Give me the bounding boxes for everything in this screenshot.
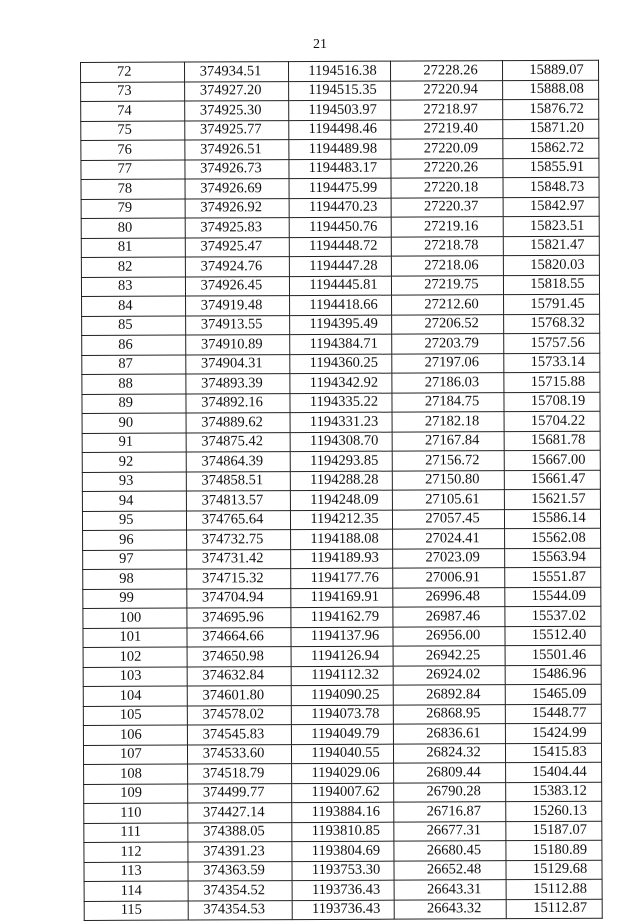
cell-coord-y: 1193736.43 [292, 900, 394, 920]
cell-point-number: 108 [84, 764, 188, 784]
cell-coord-local-x: 26956.00 [393, 626, 505, 646]
table-row [81, 216, 599, 238]
cell-point-number: 96 [83, 530, 187, 550]
cell-coord-local-y: 15842.97 [503, 197, 599, 217]
cell-coord-x: 374518.79 [188, 764, 292, 784]
table-row [84, 782, 602, 804]
cell-coord-local-x: 26942.25 [393, 646, 505, 666]
cell-coord-local-x: 26643.31 [394, 880, 506, 900]
cell-coord-y: 1194483.17 [289, 159, 391, 179]
cell-coord-x: 374650.98 [187, 647, 291, 667]
table-row [83, 704, 601, 726]
table-row [83, 723, 601, 745]
table-row [82, 372, 600, 394]
table-row [82, 294, 600, 316]
cell-point-number: 92 [82, 452, 186, 472]
cell-coord-local-x: 27220.37 [391, 197, 503, 217]
cell-coord-local-x: 27218.78 [391, 236, 503, 256]
cell-point-number: 95 [82, 511, 186, 531]
cell-coord-x: 374934.51 [185, 62, 289, 82]
cell-point-number: 110 [84, 803, 188, 823]
cell-point-number: 104 [83, 686, 187, 706]
cell-coord-local-x: 27023.09 [393, 548, 505, 568]
cell-coord-x: 374893.39 [186, 374, 290, 394]
cell-coord-x: 374545.83 [187, 725, 291, 745]
cell-coord-x: 374354.52 [188, 881, 292, 901]
cell-coord-x: 374925.83 [185, 218, 289, 238]
cell-coord-local-x: 27184.75 [392, 392, 504, 412]
cell-coord-local-y: 15537.02 [505, 606, 601, 626]
cell-coord-local-x: 27220.26 [391, 158, 503, 178]
cell-coord-x: 374765.64 [186, 510, 290, 530]
cell-point-number: 99 [83, 589, 187, 609]
cell-coord-y: 1194450.76 [289, 217, 391, 237]
cell-coord-y: 1194470.23 [289, 198, 391, 218]
cell-coord-local-x: 27219.16 [391, 217, 503, 237]
cell-point-number: 89 [82, 394, 186, 414]
cell-coord-local-y: 15383.12 [506, 782, 602, 802]
table-row [82, 353, 600, 375]
cell-coord-y: 1194335.22 [290, 393, 392, 413]
cell-coord-x: 374924.76 [185, 257, 289, 277]
cell-point-number: 105 [83, 706, 187, 726]
cell-coord-y: 1193810.85 [292, 822, 394, 842]
table-row [81, 60, 599, 82]
cell-coord-local-x: 26790.28 [394, 782, 506, 802]
cell-coord-y: 1194448.72 [289, 237, 391, 257]
cell-coord-y: 1194489.98 [289, 139, 391, 159]
cell-coord-y: 1193736.43 [292, 880, 394, 900]
cell-point-number: 74 [81, 101, 185, 121]
cell-coord-local-x: 27228.26 [390, 61, 502, 81]
cell-coord-x: 374731.42 [187, 549, 291, 569]
table-row [84, 860, 602, 882]
cell-coord-local-x: 26996.48 [393, 587, 505, 607]
cell-coord-local-y: 15112.88 [506, 879, 602, 899]
cell-coord-local-y: 15112.87 [506, 899, 602, 919]
cell-point-number: 87 [82, 355, 186, 375]
cell-point-number: 75 [81, 121, 185, 141]
cell-coord-x: 374927.20 [185, 81, 289, 101]
cell-coord-local-x: 26924.02 [393, 665, 505, 685]
table-row [83, 567, 601, 589]
table-row [83, 684, 601, 706]
table-row [82, 431, 600, 453]
table-row [84, 899, 602, 921]
cell-coord-y: 1194515.35 [289, 81, 391, 101]
cell-coord-y: 1194418.66 [290, 295, 392, 315]
table-row [83, 743, 601, 765]
cell-point-number: 76 [81, 140, 185, 160]
cell-coord-x: 374533.60 [187, 744, 291, 764]
cell-point-number: 83 [81, 277, 185, 297]
cell-coord-local-x: 27105.61 [392, 490, 504, 510]
cell-coord-x: 374578.02 [187, 705, 291, 725]
cell-coord-y: 1194384.71 [290, 334, 392, 354]
cell-point-number: 73 [81, 82, 185, 102]
cell-coord-x: 374889.62 [186, 413, 290, 433]
cell-coord-local-y: 15855.91 [503, 158, 599, 178]
cell-coord-y: 1194248.09 [290, 490, 392, 510]
table-row [82, 411, 600, 433]
cell-coord-y: 1194395.49 [290, 315, 392, 335]
cell-coord-local-x: 27219.75 [391, 275, 503, 295]
table-row [81, 158, 599, 180]
cell-coord-local-y: 15562.08 [505, 528, 601, 548]
cell-coord-local-y: 15486.96 [505, 665, 601, 685]
cell-coord-local-y: 15260.13 [506, 801, 602, 821]
table-row [81, 177, 599, 199]
cell-coord-local-y: 15404.44 [506, 762, 602, 782]
cell-coord-local-x: 27220.94 [391, 80, 503, 100]
table-row [84, 840, 602, 862]
cell-coord-y: 1193753.30 [292, 861, 394, 881]
table-row [83, 587, 601, 609]
cell-coord-local-y: 15889.07 [502, 60, 598, 80]
table-row [84, 762, 602, 784]
cell-coord-local-x: 26868.95 [393, 704, 505, 724]
table-row [83, 606, 601, 628]
cell-coord-x: 374919.48 [186, 296, 290, 316]
table-row [82, 470, 600, 492]
cell-coord-y: 1194447.28 [289, 256, 391, 276]
table-row [81, 236, 599, 258]
cell-coord-local-x: 27156.72 [392, 451, 504, 471]
cell-coord-local-x: 26652.48 [394, 860, 506, 880]
cell-coord-x: 374910.89 [186, 335, 290, 355]
cell-coord-x: 374499.77 [188, 783, 292, 803]
cell-point-number: 84 [82, 296, 186, 316]
cell-point-number: 114 [84, 881, 188, 901]
table-row [82, 392, 600, 414]
cell-point-number: 94 [82, 491, 186, 511]
cell-coord-y: 1194177.76 [291, 568, 393, 588]
cell-coord-y: 1194293.85 [290, 451, 392, 471]
cell-coord-x: 374864.39 [186, 452, 290, 472]
table-row [81, 80, 599, 102]
cell-coord-x: 374632.84 [187, 666, 291, 686]
cell-coord-local-x: 27186.03 [392, 373, 504, 393]
cell-point-number: 77 [81, 160, 185, 180]
cell-coord-x: 374892.16 [186, 393, 290, 413]
cell-point-number: 86 [82, 335, 186, 355]
cell-coord-local-y: 15681.78 [504, 431, 600, 451]
cell-coord-x: 374704.94 [187, 588, 291, 608]
table-row [83, 548, 601, 570]
cell-coord-y: 1194112.32 [291, 666, 393, 686]
cell-coord-y: 1193884.16 [292, 802, 394, 822]
cell-coord-local-x: 27218.06 [391, 256, 503, 276]
cell-coord-local-y: 15667.00 [504, 450, 600, 470]
cell-coord-local-y: 15791.45 [504, 294, 600, 314]
cell-coord-y: 1194137.96 [291, 627, 393, 647]
cell-coord-x: 374926.92 [185, 198, 289, 218]
cell-point-number: 97 [83, 550, 187, 570]
cell-coord-local-y: 15586.14 [504, 509, 600, 529]
cell-coord-local-y: 15821.47 [503, 236, 599, 256]
cell-coord-y: 1194516.38 [289, 61, 391, 81]
cell-coord-local-y: 15544.09 [505, 587, 601, 607]
cell-coord-local-x: 26824.32 [393, 743, 505, 763]
table-row [81, 119, 599, 141]
cell-coord-local-x: 27167.84 [392, 431, 504, 451]
cell-coord-local-y: 15820.03 [503, 255, 599, 275]
cell-coord-local-x: 27218.97 [391, 100, 503, 120]
cell-coord-local-x: 26680.45 [394, 841, 506, 861]
coordinates-table [80, 60, 603, 921]
cell-coord-y: 1194029.06 [292, 763, 394, 783]
cell-coord-y: 1194090.25 [291, 685, 393, 705]
cell-coord-local-x: 27220.09 [391, 139, 503, 159]
cell-coord-local-x: 27212.60 [392, 295, 504, 315]
cell-coord-x: 374858.51 [186, 471, 290, 491]
cell-coord-local-y: 15129.68 [506, 860, 602, 880]
cell-coord-local-y: 15876.72 [503, 99, 599, 119]
cell-coord-x: 374354.53 [188, 900, 292, 920]
cell-point-number: 81 [81, 238, 185, 258]
cell-coord-local-y: 15563.94 [505, 548, 601, 568]
cell-coord-local-y: 15871.20 [503, 119, 599, 139]
cell-coord-local-x: 26809.44 [394, 763, 506, 783]
cell-coord-x: 374875.42 [186, 432, 290, 452]
cell-coord-x: 374391.23 [188, 842, 292, 862]
cell-coord-local-y: 15704.22 [504, 411, 600, 431]
cell-point-number: 106 [83, 725, 187, 745]
cell-coord-x: 374926.45 [185, 276, 289, 296]
table-row [82, 314, 600, 336]
cell-coord-local-y: 15424.99 [505, 723, 601, 743]
cell-coord-y: 1193804.69 [292, 841, 394, 861]
cell-coord-local-x: 26987.46 [393, 607, 505, 627]
cell-coord-local-y: 15465.09 [505, 684, 601, 704]
cell-coord-y: 1194342.92 [290, 373, 392, 393]
cell-coord-local-x: 27197.06 [392, 353, 504, 373]
cell-coord-local-y: 15862.72 [503, 138, 599, 158]
cell-coord-local-y: 15888.08 [503, 80, 599, 100]
cell-coord-y: 1194308.70 [290, 432, 392, 452]
coordinates-table-body [81, 60, 603, 920]
cell-point-number: 93 [82, 472, 186, 492]
cell-point-number: 107 [83, 745, 187, 765]
cell-coord-y: 1194049.79 [291, 724, 393, 744]
cell-coord-local-x: 26677.31 [394, 821, 506, 841]
cell-coord-y: 1194331.23 [290, 412, 392, 432]
table-row [83, 626, 601, 648]
cell-coord-local-x: 27057.45 [392, 509, 504, 529]
cell-point-number: 88 [82, 374, 186, 394]
table-row [81, 255, 599, 277]
cell-point-number: 91 [82, 433, 186, 453]
cell-coord-local-y: 15708.19 [504, 392, 600, 412]
cell-coord-local-y: 15415.83 [505, 743, 601, 763]
cell-coord-x: 374926.69 [185, 179, 289, 199]
cell-coord-local-x: 27203.79 [392, 334, 504, 354]
table-row [81, 99, 599, 121]
cell-coord-local-x: 27024.41 [393, 529, 505, 549]
cell-coord-x: 374601.80 [187, 686, 291, 706]
cell-coord-y: 1194503.97 [289, 100, 391, 120]
cell-coord-local-y: 15848.73 [503, 177, 599, 197]
cell-coord-y: 1194288.28 [290, 471, 392, 491]
cell-coord-local-x: 27219.40 [391, 119, 503, 139]
cell-coord-x: 374732.75 [187, 530, 291, 550]
cell-coord-y: 1194445.81 [289, 276, 391, 296]
cell-coord-x: 374925.77 [185, 120, 289, 140]
table-row [83, 665, 601, 687]
cell-coord-local-y: 15621.57 [504, 489, 600, 509]
cell-coord-local-y: 15757.56 [504, 333, 600, 353]
cell-coord-y: 1194007.62 [292, 783, 394, 803]
cell-point-number: 79 [81, 199, 185, 219]
cell-coord-local-x: 27182.18 [392, 412, 504, 432]
cell-coord-y: 1194126.94 [291, 646, 393, 666]
cell-coord-x: 374695.96 [187, 608, 291, 628]
table-row [82, 509, 600, 531]
cell-coord-x: 374926.73 [185, 159, 289, 179]
cell-point-number: 72 [81, 62, 185, 82]
cell-coord-x: 374427.14 [188, 803, 292, 823]
cell-coord-y: 1194188.08 [291, 529, 393, 549]
cell-point-number: 90 [82, 413, 186, 433]
cell-coord-local-x: 27206.52 [392, 314, 504, 334]
cell-coord-local-x: 26892.84 [393, 685, 505, 705]
cell-point-number: 109 [84, 784, 188, 804]
cell-coord-y: 1194475.99 [289, 178, 391, 198]
table-row [83, 528, 601, 550]
cell-point-number: 111 [84, 823, 188, 843]
cell-coord-local-y: 15661.47 [504, 470, 600, 490]
cell-point-number: 103 [83, 667, 187, 687]
cell-coord-local-x: 26836.61 [393, 724, 505, 744]
cell-coord-x: 374913.55 [186, 315, 290, 335]
cell-coord-y: 1194162.79 [291, 607, 393, 627]
cell-coord-local-y: 15733.14 [504, 353, 600, 373]
cell-point-number: 102 [83, 647, 187, 667]
cell-coord-local-y: 15180.89 [506, 840, 602, 860]
cell-coord-local-y: 15768.32 [504, 314, 600, 334]
cell-point-number: 78 [81, 179, 185, 199]
table-row [84, 821, 602, 843]
cell-point-number: 112 [84, 842, 188, 862]
table-row [81, 197, 599, 219]
cell-coord-local-x: 26643.32 [394, 899, 506, 919]
cell-coord-x: 374926.51 [185, 140, 289, 160]
cell-coord-local-y: 15715.88 [504, 372, 600, 392]
cell-point-number: 98 [83, 569, 187, 589]
cell-coord-y: 1194498.46 [289, 120, 391, 140]
table-row [84, 801, 602, 823]
cell-coord-local-y: 15512.40 [505, 626, 601, 646]
cell-coord-x: 374925.30 [185, 101, 289, 121]
table-row [82, 489, 600, 511]
table-row [83, 645, 601, 667]
cell-coord-x: 374363.59 [188, 861, 292, 881]
table-row [81, 138, 599, 160]
cell-coord-local-x: 26716.87 [394, 802, 506, 822]
table-row [82, 450, 600, 472]
table-row [82, 333, 600, 355]
cell-coord-y: 1194212.35 [290, 510, 392, 530]
cell-point-number: 82 [81, 257, 185, 277]
cell-coord-x: 374664.66 [187, 627, 291, 647]
cell-coord-x: 374388.05 [188, 822, 292, 842]
cell-point-number: 115 [84, 901, 188, 921]
cell-coord-x: 374925.47 [185, 237, 289, 257]
cell-coord-y: 1194040.55 [291, 744, 393, 764]
page-number: 21 [313, 37, 327, 52]
cell-coord-local-y: 15501.46 [505, 645, 601, 665]
cell-coord-local-y: 15551.87 [505, 567, 601, 587]
cell-coord-local-y: 15818.55 [503, 275, 599, 295]
cell-point-number: 85 [82, 316, 186, 336]
cell-coord-local-x: 27150.80 [392, 470, 504, 490]
cell-point-number: 101 [83, 628, 187, 648]
cell-coord-y: 1194169.91 [291, 588, 393, 608]
cell-coord-x: 374904.31 [186, 354, 290, 374]
cell-point-number: 80 [81, 218, 185, 238]
cell-point-number: 100 [83, 608, 187, 628]
cell-coord-x: 374715.32 [187, 569, 291, 589]
cell-coord-local-x: 27006.91 [393, 568, 505, 588]
cell-coord-local-y: 15187.07 [506, 821, 602, 841]
table-row [81, 275, 599, 297]
cell-coord-y: 1194189.93 [291, 549, 393, 569]
cell-coord-local-x: 27220.18 [391, 178, 503, 198]
cell-coord-local-y: 15823.51 [503, 216, 599, 236]
cell-coord-y: 1194360.25 [290, 354, 392, 374]
cell-coord-local-y: 15448.77 [505, 704, 601, 724]
cell-coord-x: 374813.57 [186, 491, 290, 511]
cell-coord-y: 1194073.78 [291, 705, 393, 725]
table-row [84, 879, 602, 901]
cell-point-number: 113 [84, 862, 188, 882]
